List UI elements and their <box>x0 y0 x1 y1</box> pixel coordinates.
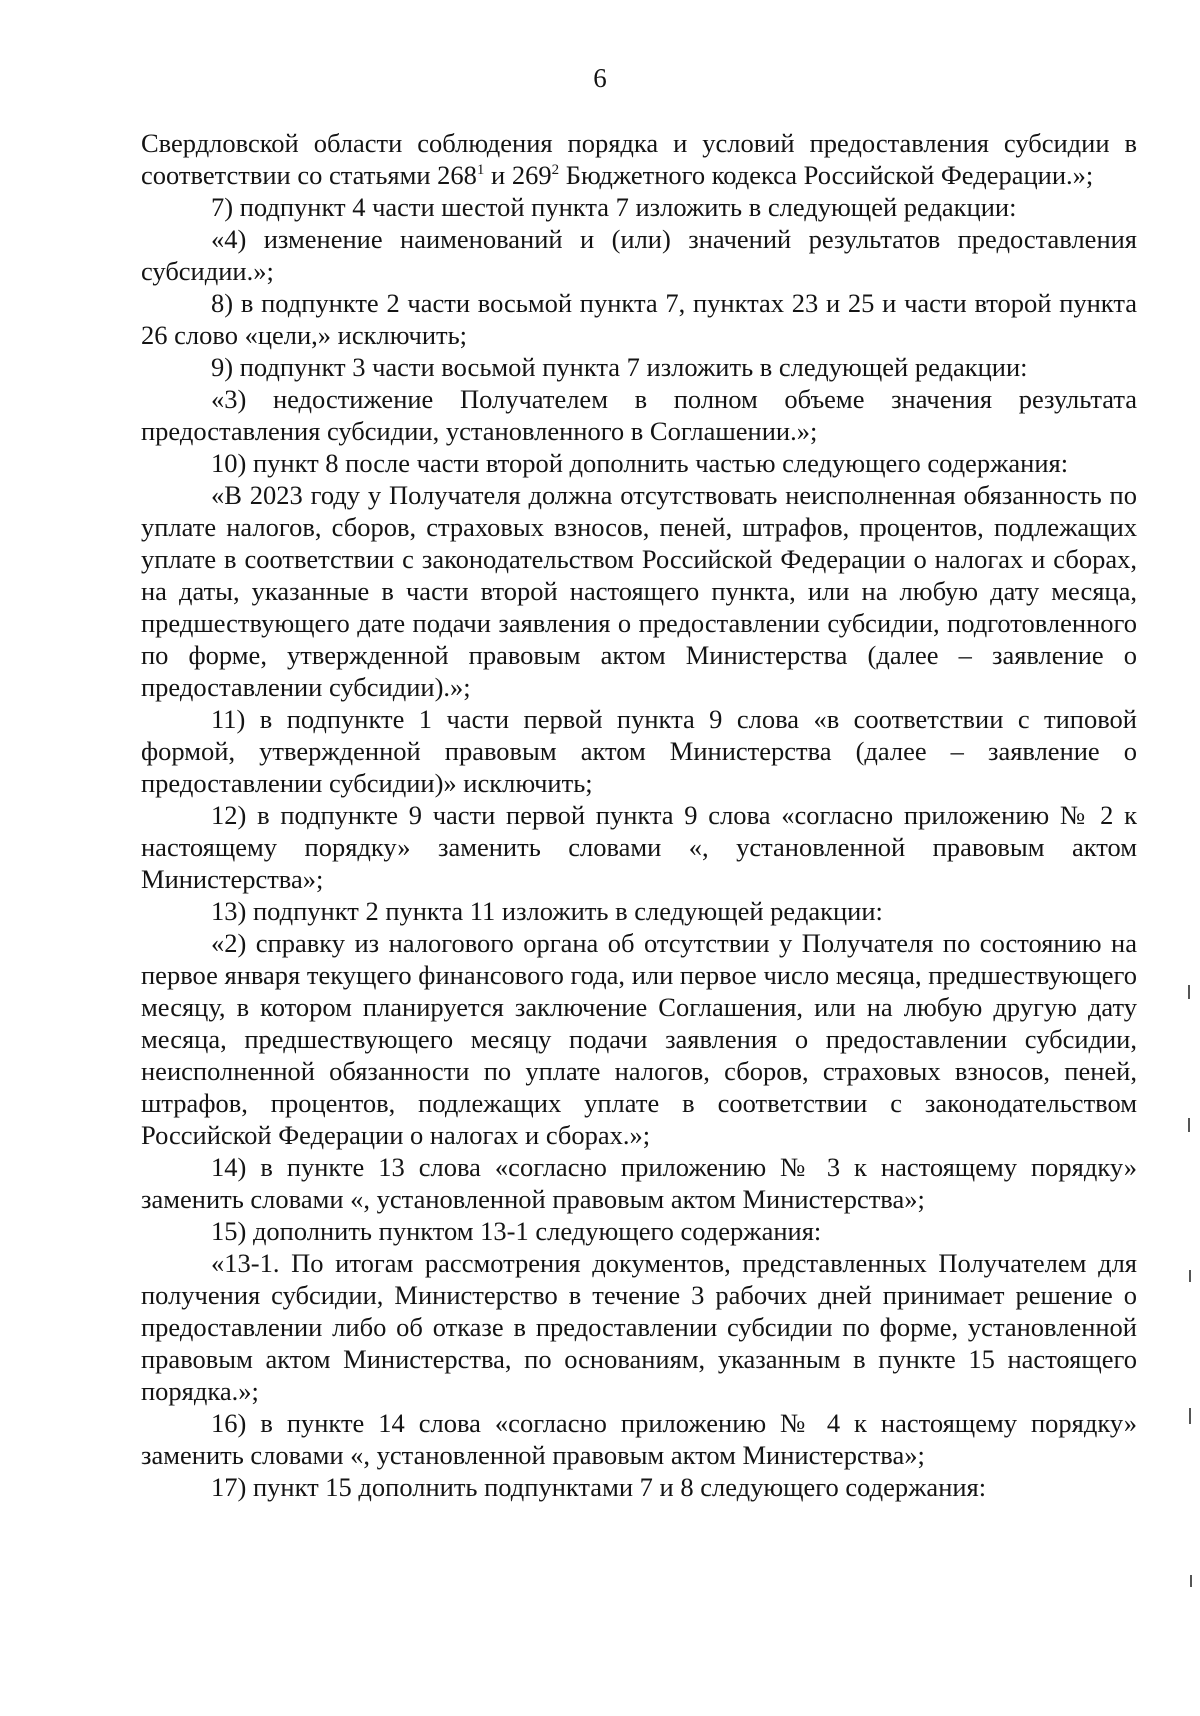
paragraph-item-10: 10) пункт 8 после части второй дополнить частью следующего содержания: <box>211 448 1069 478</box>
paragraph-quote-2: «2) справку из налогового органа об отсутствии у Получателя по состоянию на первое января текущего финансового года, или первое число месяца, предшествующего месяцу, в котором планируется заключение Соглашения, или на любую другую дату месяца, предшествующего месяцу подачи заявления о предоставлении субсидии, неисполненной обязанности по уплате налогов, сборов, страховых взносов, пеней, штрафов, процентов, подлежащих уплате в соответствии с законодательством Российской Федерации о налогах и сборах.»; <box>141 928 1137 1150</box>
paragraph-item-15: 15) дополнить пунктом 13-1 следующего содержания: <box>211 1216 822 1246</box>
paragraph-quote-2023: «В 2023 году у Получателя должна отсутствовать неисполненная обязанность по уплате налогов, сборов, страховых взносов, пеней, штрафов, процентов, подлежащих уплате в соответствии с законодательством Российской Федерации о налогах и сборах, на даты, указанные в части второй настоящего пункта, или на любую дату месяца, предшествующего дате подачи заявления о предоставлении субсидии, подготовленного по форме, утвержденной правовым актом Министерства (далее – заявление о предоставлении субсидии).»; <box>141 480 1137 702</box>
paragraph-item-13: 13) подпункт 2 пункта 11 изложить в следующей редакции: <box>211 896 883 926</box>
paragraph-item-17: 17) пункт 15 дополнить подпунктами 7 и 8 следующего содержания: <box>211 1472 987 1502</box>
paragraph-item-16: 16) в пункте 14 слова «согласно приложению № 4 к настоящему порядку» заменить словами «, установленной правовым актом Министерства»; <box>141 1408 1137 1470</box>
paragraph-item-14: 14) в пункте 13 слова «согласно приложению № 3 к настоящему порядку» заменить словами «, установленной правовым актом Министерства»; <box>141 1152 1137 1214</box>
intro-text-b: и 269 <box>484 160 552 190</box>
page-number: 6 <box>593 63 607 93</box>
intro-superscript-b: 2 <box>551 162 560 178</box>
paragraph-item-7: 7) подпункт 4 части шестой пункта 7 изложить в следующей редакции: <box>211 192 1017 222</box>
scan-margin-mark <box>1189 1270 1191 1282</box>
paragraph-item-12: 12) в подпункте 9 части первой пункта 9 слова «согласно приложению № 2 к настоящему порядку» заменить словами «, установленной правовым актом Министерства»; <box>141 800 1137 894</box>
paragraph-item-8: 8) в подпункте 2 части восьмой пункта 7, пунктах 23 и 25 и части второй пункта 26 слово «цели,» исключить; <box>141 288 1137 350</box>
scan-margin-mark <box>1188 1118 1190 1132</box>
scan-margin-mark <box>1189 1408 1191 1424</box>
scan-margin-mark <box>1190 1575 1192 1587</box>
paragraph-quote-3: «3) недостижение Получателем в полном объеме значения результата предоставления субсидии, установленного в Соглашении.»; <box>141 384 1137 446</box>
intro-text-c: Бюджетного кодекса Российской Федерации.»; <box>559 160 1094 190</box>
scan-margin-mark <box>1188 985 1190 999</box>
paragraph-quote-4: «4) изменение наименований и (или) значений результатов предоставления субсидии.»; <box>141 224 1137 286</box>
paragraph-item-11: 11) в подпункте 1 части первой пункта 9 слова «в соответствии с типовой формой, утвержденной правовым актом Министерства (далее – заявление о предоставлении субсидии)» исключить; <box>141 704 1137 798</box>
intro-superscript-a: 1 <box>476 162 485 178</box>
document-body <box>141 127 1137 1503</box>
intro-paragraph <box>141 127 1137 191</box>
paragraph-item-9: 9) подпункт 3 части восьмой пункта 7 изложить в следующей редакции: <box>211 352 1028 382</box>
paragraph-quote-13-1: «13-1. По итогам рассмотрения документов, представленных Получателем для получения субсидии, Министерство в течение 3 рабочих дней принимает решение о предоставлении либо об отказе в предоставлении субсидии по форме, установленной правовым актом Министерства, по основаниям, указанным в пункте 15 настоящего порядка.»; <box>141 1248 1137 1406</box>
intro-text-a: Свердловской области соблюдения порядка и условий предоставления субсидии в соответствии со статьями 268 <box>141 128 1137 190</box>
